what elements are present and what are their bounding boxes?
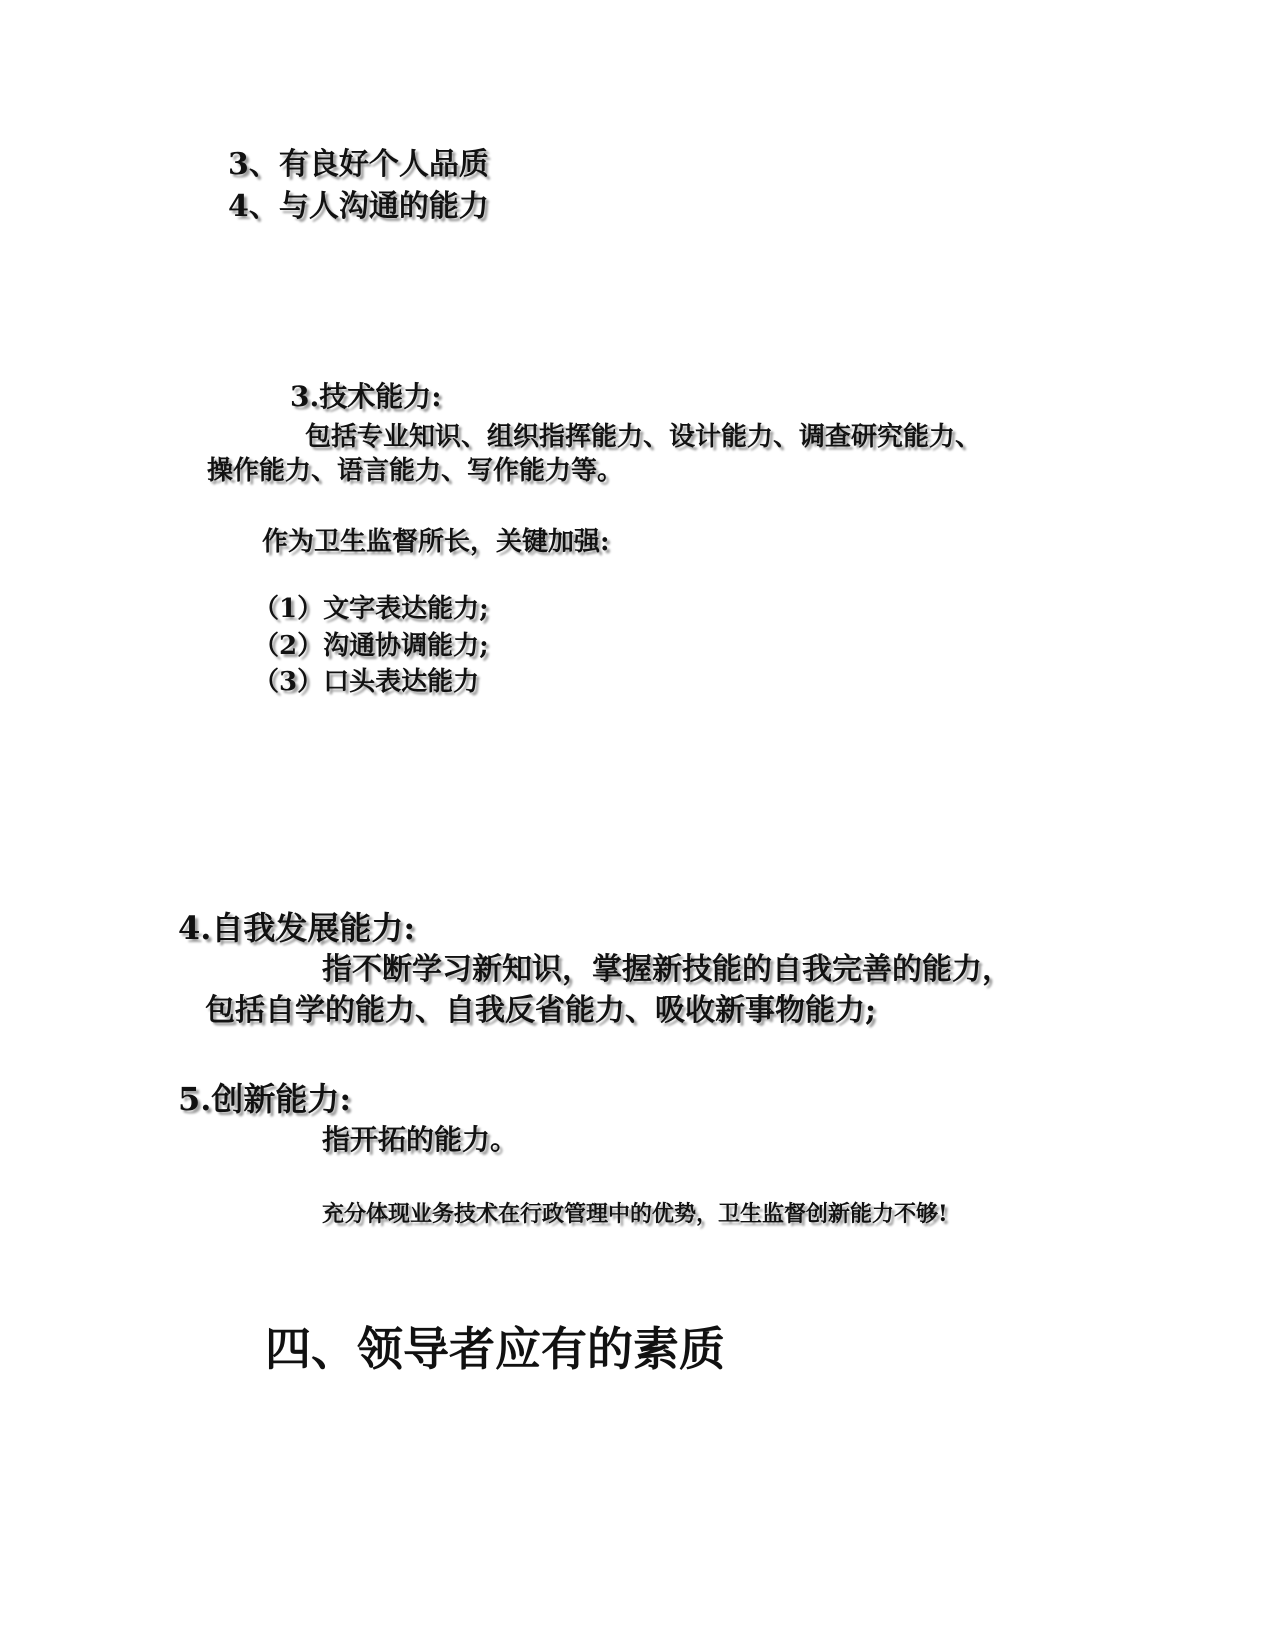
section-4-title: 4.自我发展能力:	[178, 909, 416, 947]
list-item-4: 4、与人沟通的能力	[228, 189, 489, 224]
section-4-body-line-1: 指不断学习新知识，掌握新技能的自我完善的能力，	[322, 952, 1012, 987]
chapter-heading: 四、领导者应有的素质	[265, 1322, 725, 1376]
section-5-title: 5.创新能力:	[178, 1080, 352, 1118]
section-5-body: 指开拓的能力。	[322, 1123, 519, 1156]
section-3-body-line-1: 包括专业知识、组织指挥能力、设计能力、调查研究能力、	[305, 422, 982, 452]
section-5-note: 充分体现业务技术在行政管理中的优势，卫生监督创新能力不够!	[322, 1201, 948, 1227]
section-3-item-1: （1）文字表达能力;	[253, 594, 489, 624]
section-3-body-line-2: 操作能力、语言能力、写作能力等。	[207, 456, 624, 486]
section-3-lead: 作为卫生监督所长，关键加强:	[262, 527, 610, 557]
section-3-item-3: （3）口头表达能力	[253, 667, 480, 697]
section-4-body-line-2: 包括自学的能力、自我反省能力、吸收新事物能力;	[205, 993, 877, 1028]
list-item-3: 3、有良好个人品质	[228, 147, 489, 182]
section-3-item-2: （2）沟通协调能力;	[253, 631, 489, 661]
section-3-title: 3.技术能力:	[290, 380, 442, 413]
